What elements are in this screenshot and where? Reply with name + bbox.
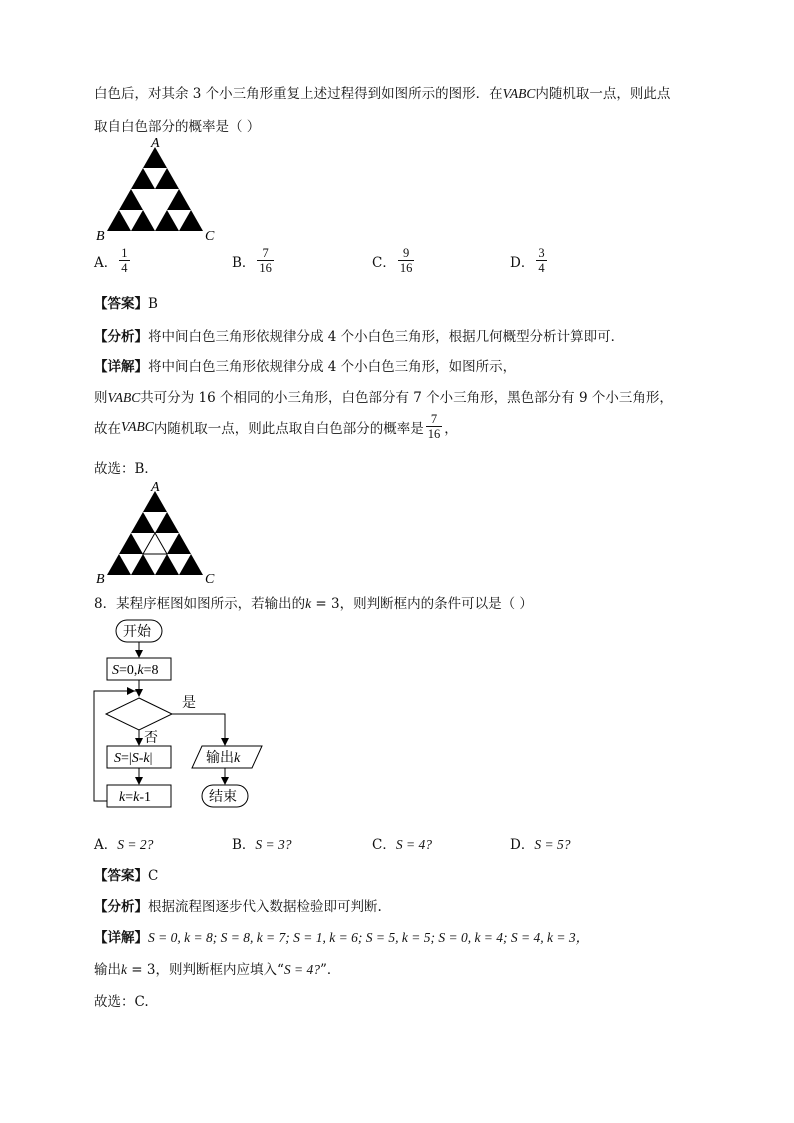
q7-detail-triangle-figure [94,480,224,590]
q8-option-d: D．S = 5? [510,837,571,853]
q7-option-c: C． $\frac{9}{16}$ [372,246,413,275]
output-label: 输出k [206,751,241,766]
q7-detail-line1: 【详解】将中间白色三角形依规律分成 4 个小白色三角形，如图所示， [94,359,517,375]
svg-text:B: B [96,572,105,587]
q7-stem-line1: 白色后，对其余 3 个小三角形重复上述过程得到如图所示的图形．在VABC内随机取一点，则此点 [94,86,671,102]
q8-option-c: C．S = 4? [372,837,432,853]
assign-label: S=|S-k| [114,751,153,766]
q7-choose: 故选：B． [94,461,158,477]
decrement-label: k=k-1 [119,790,152,805]
q8-detail-line1: 【详解】S = 0, k = 8; S = 8, k = 7; S = 1, k = 6; S = 5, k = 5; S = 0, k = 4; S = 4, k = 3， [94,930,590,946]
q8-option-a: A．S = 2? [94,837,154,853]
q7-option-a: A． $\frac{1}{4}$ [94,246,128,275]
start-label: 开始 [123,625,151,640]
q7-stem-line2: 取自白色部分的概率是（ ） [94,119,261,135]
decision-diamond [106,698,172,730]
label-a: A [151,136,160,151]
svg-text:A: A [151,480,160,495]
q8-choose: 故选：C. [94,994,149,1010]
q8-stem: 8．某程序框图如图所示，若输出的k = 3，则判断框内的条件可以是（ ） [94,596,533,612]
q7-detail-line2: 则VABC共可分为 16 个相同的小三角形，白色部分有 7 个小三角形，黑色部分有 9 个小三角形， [94,390,673,406]
q8-analysis: 【分析】根据流程图逐步代入数据检验即可判断. [94,899,382,915]
q8-detail-line2: 输出k = 3，则判断框内应填入“S = 4?”． [94,962,341,978]
no-label: 否 [144,731,158,746]
q7-detail-line3: 故在 VABC 内随机取一点，则此点取自白色部分的概率是 $\frac{7}{16}$ ， [94,412,458,441]
yes-branch [172,714,225,745]
q7-answer: 【答案】B [94,296,158,312]
init-label: S=0,k=8 [112,663,159,678]
q8-option-b: B．S = 3? [232,837,292,853]
q8-answer: 【答案】C [94,868,159,884]
q7-option-d: D． $\frac{3}{4}$ [510,246,545,275]
label-c: C [205,229,215,244]
label-b: B [96,229,105,244]
svg-text:C: C [205,572,215,587]
yes-label: 是 [182,696,196,711]
q7-option-b: B． $\frac{7}{16}$ [232,246,272,275]
end-label: 结束 [209,790,237,805]
q7-triangle-figure [94,136,224,246]
q7-analysis: 【分析】将中间白色三角形依规律分成 4 个小白色三角形，根据几何概型分析计算即可． [94,329,625,345]
q8-flowchart [90,615,290,825]
